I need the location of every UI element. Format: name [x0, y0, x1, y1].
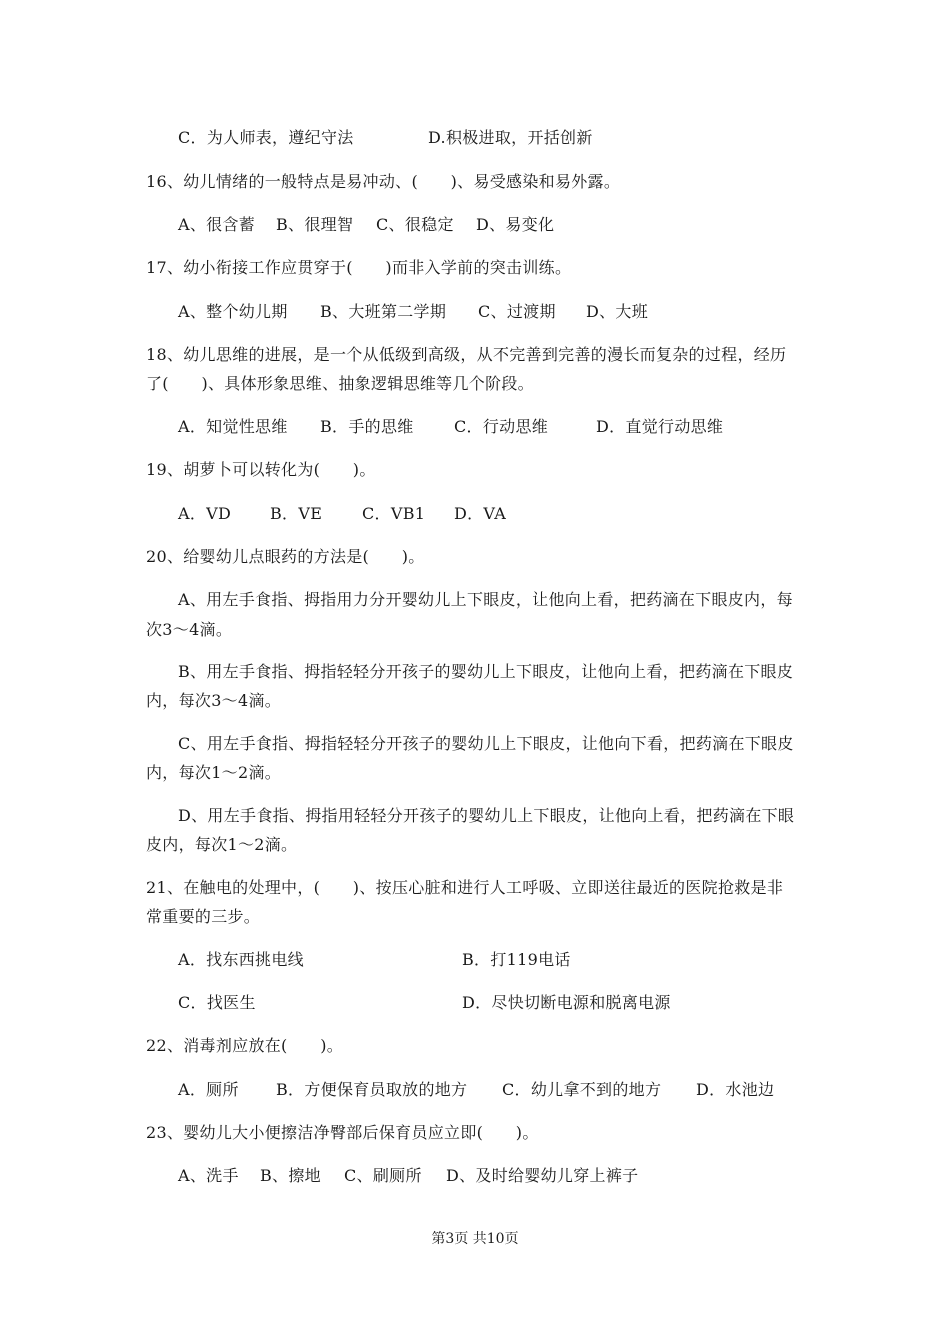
option-b: B．方便保育员取放的地方 — [276, 1080, 468, 1099]
option-b: B、大班第二学期 — [320, 302, 447, 321]
option-d: D．尽快切断电源和脱离电源 — [462, 993, 671, 1012]
option-d: D．VA — [454, 504, 507, 523]
option-b: B．手的思维 — [320, 417, 414, 436]
option-d: D、易变化 — [476, 215, 555, 234]
option-c-line2: 内，每次1～2滴。 — [146, 763, 282, 782]
option-d-line1: D、用左手食指、拇指用轻轻分开孩子的婴幼儿上下眼皮，让他向上看，把药滴在下眼 — [178, 806, 795, 825]
question-18-continued: 了( )、具体形象思维、抽象逻辑思维等几个阶段。 — [146, 374, 534, 393]
option-d-line2: 皮内，每次1～2滴。 — [146, 835, 298, 854]
option-a: A、很含蓄 — [178, 215, 256, 234]
option-c: C、过渡期 — [478, 302, 556, 321]
question-21: 21、在触电的处理中，( )、按压心脏和进行人工呼吸、立即送往最近的医院抢救是非 — [146, 878, 784, 897]
page-number-footer: 第3页 共10页 — [431, 1231, 519, 1247]
option-b-line1: B、用左手食指、拇指轻轻分开孩子的婴幼儿上下眼皮，让他向上看，把药滴在下眼皮 — [178, 662, 794, 681]
option-d: D、及时给婴幼儿穿上裤子 — [446, 1166, 639, 1185]
option-d: D.积极进取，开括创新 — [428, 128, 593, 147]
option-c: C．幼儿拿不到的地方 — [502, 1080, 662, 1099]
question-23: 23、婴幼儿大小便擦洁净臀部后保育员应立即( )。 — [146, 1123, 539, 1142]
option-a: A．VD — [178, 504, 232, 523]
question-22: 22、消毒剂应放在( )。 — [146, 1036, 344, 1055]
option-a: A．找东西挑电线 — [178, 950, 304, 969]
option-d: D．水池边 — [696, 1080, 775, 1099]
option-c: C、刷厕所 — [344, 1166, 422, 1185]
question-17: 17、幼小衔接工作应贯穿于( )而非入学前的突击训练。 — [146, 258, 572, 277]
option-a-line2: 次3～4滴。 — [146, 620, 233, 639]
option-b-line2: 内，每次3～4滴。 — [146, 691, 282, 710]
question-19: 19、胡萝卜可以转化为( )。 — [146, 460, 376, 479]
question-20: 20、给婴幼儿点眼药的方法是( )。 — [146, 547, 425, 566]
option-b: B、擦地 — [260, 1166, 321, 1185]
question-18: 18、幼儿思维的进展，是一个从低级到高级，从不完善到完善的漫长而复杂的过程，经历 — [146, 345, 787, 364]
option-c: C．为人师表，遵纪守法 — [178, 128, 354, 147]
option-c-line1: C、用左手食指、拇指轻轻分开孩子的婴幼儿上下眼皮，让他向下看，把药滴在下眼皮 — [178, 734, 794, 753]
option-b: B．VE — [270, 504, 323, 523]
option-d: D．直觉行动思维 — [596, 417, 724, 436]
option-a: A．厕所 — [178, 1080, 239, 1099]
option-c: C．行动思维 — [454, 417, 549, 436]
option-b: B、很理智 — [276, 215, 354, 234]
option-a: A、整个幼儿期 — [178, 302, 288, 321]
question-16: 16、幼儿情绪的一般特点是易冲动、( )、易受感染和易外露。 — [146, 172, 621, 191]
option-a-line1: A、用左手食指、拇指用力分开婴幼儿上下眼皮，让他向上看，把药滴在下眼皮内，每 — [178, 590, 793, 609]
option-d: D、大班 — [586, 302, 649, 321]
question-21-continued: 常重要的三步。 — [146, 907, 261, 926]
option-b: B．打119电话 — [462, 950, 571, 969]
option-c: C．VB1 — [362, 504, 426, 523]
option-a: A．知觉性思维 — [178, 417, 288, 436]
option-a: A、洗手 — [178, 1166, 239, 1185]
option-c: C．找医生 — [178, 993, 256, 1012]
option-c: C、很稳定 — [376, 215, 454, 234]
